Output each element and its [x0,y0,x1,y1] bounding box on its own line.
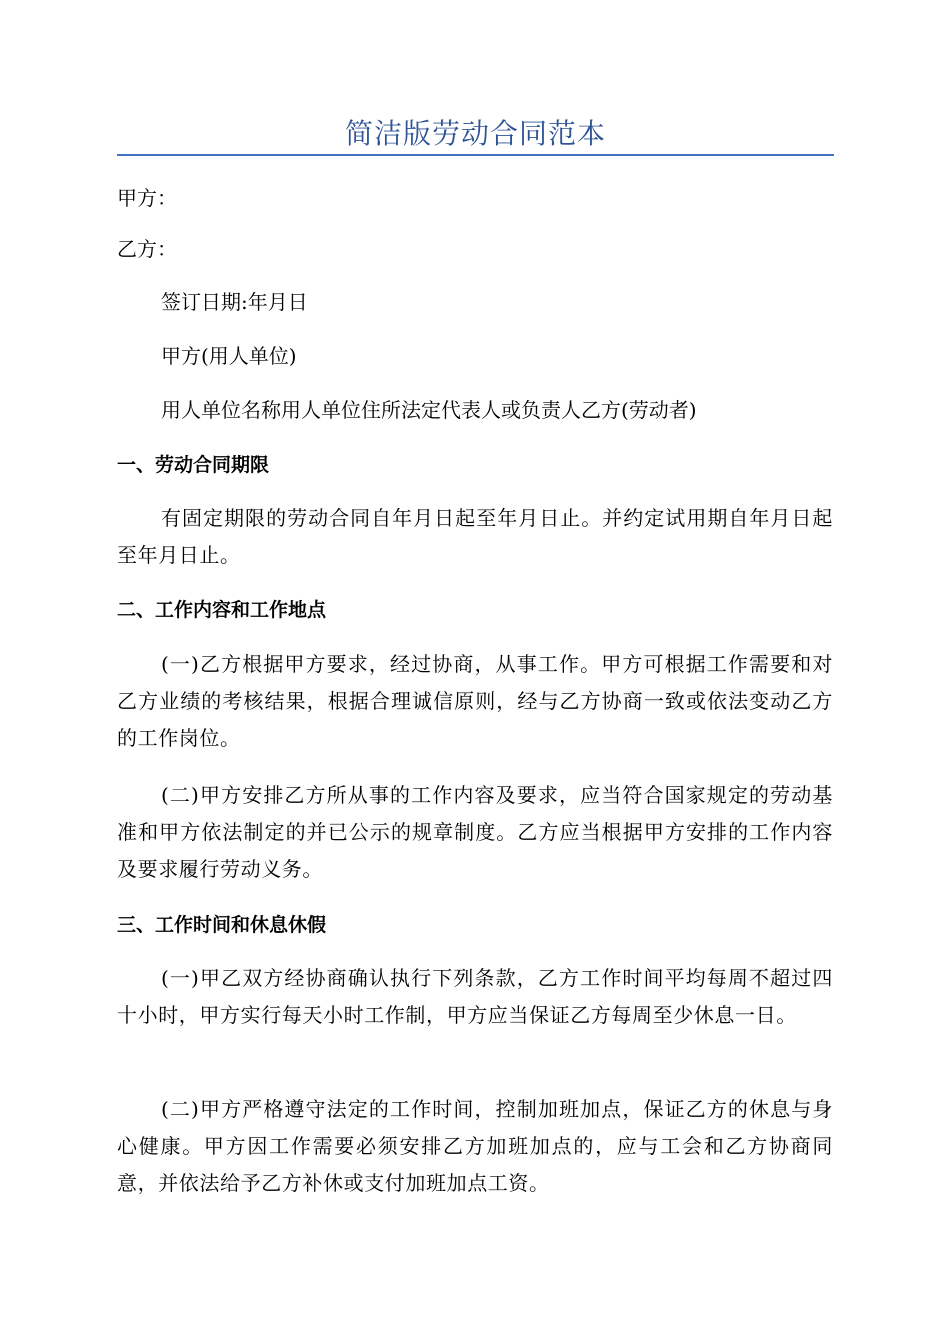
document-title: 简洁版劳动合同范本 [344,117,606,150]
employer-info: 用人单位名称用人单位住所法定代表人或负责人乙方(劳动者) [161,398,697,422]
section-heading-2: 二、工作内容和工作地点 [117,599,327,621]
party-a-employer: 甲方(用人单位) [161,344,297,368]
sign-date: 签订日期:年月日 [161,290,308,314]
party-b-label: 乙方： [117,237,177,261]
title-underline [117,154,834,156]
section-heading-1: 一、劳动合同期限 [117,454,270,476]
section-2-paragraph-2: (二)甲方安排乙方所从事的工作内容及要求，应当符合国家规定的劳动基准和甲方依法制定的并已公示的规章制度。乙方应当根据甲方安排的工作内容及要求履行劳动义务。 [117,783,833,881]
section-2-paragraph-1: (一)乙方根据甲方要求，经过协商，从事工作。甲方可根据工作需要和对乙方业绩的考核结果，根据合理诚信原则，经与乙方协商一致或依法变动乙方的工作岗位。 [117,652,833,750]
section-3-paragraph-2: (二)甲方严格遵守法定的工作时间，控制加班加点，保证乙方的休息与身心健康。甲方因工作需要必须安排乙方加班加点的，应与工会和乙方协商同意，并依法给予乙方补休或支付加班加点工资。 [117,1097,833,1195]
party-a-label: 甲方： [117,186,177,210]
section-heading-3: 三、工作时间和休息休假 [117,914,327,936]
section-1-paragraph-1: 有固定期限的劳动合同自年月日起至年月日止。并约定试用期自年月日起至年月日止。 [117,506,833,567]
section-3-paragraph-1: (一)甲乙双方经协商确认执行下列条款，乙方工作时间平均每周不超过四十小时，甲方实行每天小时工作制，甲方应当保证乙方每周至少休息一日。 [117,966,833,1027]
